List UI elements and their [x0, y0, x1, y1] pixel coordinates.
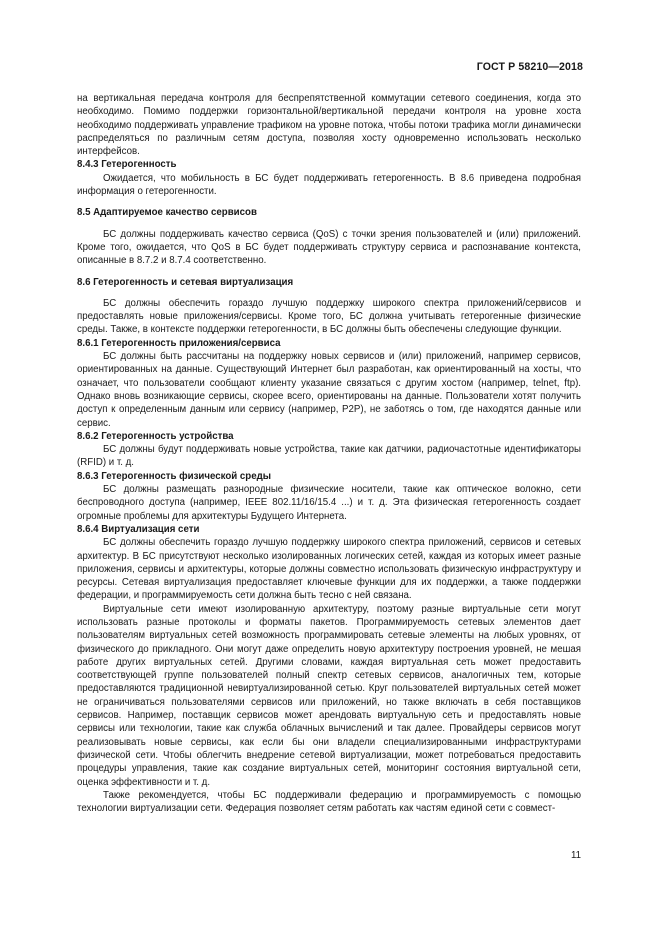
paragraph-8-5: БС должны поддерживать качество сервиса (QoS) с точки зрения пользователей и (или) приложений. Кроме того, ожидается, что QoS в БС будет поддерживать структуру сервиса и распознавание контекста, описанные в 8.7.2 и 8.7.4 соответственно.: [77, 228, 581, 267]
paragraph-8-6-4-b: Виртуальные сети имеют изолированную архитектуру, поэтому разные виртуальные сети могут использовать разные протоколы и форматы пакетов. Программируемость сетевых элементов дает пользователям виртуальных сетей возможность программировать сетевые элементы на любых уровнях, от физического до прикладного. Они могут даже определить новую архитектуру построения уровней, не мешая работе других виртуальных сетей. Другими словами, каждая виртуальная сеть может предоставить соответствующей группе пользователей полный спектр сетевых сервисов, аналогичных тем, которые предоставляются традиционной невиртуализированной сетью. Круг пользователей виртуальных сетей может не ограничиваться пользователями сервисов или приложений, но также включать в себя поставщиков сервисов. Например, поставщик сервисов может арендовать виртуальную сеть и предоставлять новые сервисы или технологии, такие как служба облачных вычислений и так далее. Провайдеры сервисов могут реализовывать новые сервисы, как если бы они владели специализированными инфраструктурами физической сети. Чтобы облегчить внедрение сетевой виртуализации, может потребоваться предоставить процедуры управления, такие как создание виртуальных сетей, мониторинг состояния виртуальной сети, оценка эффективности и т. д.: [77, 603, 581, 788]
spacer: [77, 220, 581, 228]
heading-8-4-3-text: 8.4.3 Гетерогенность: [77, 159, 177, 171]
spacer: [77, 198, 581, 206]
spacer: [77, 268, 581, 276]
paragraph-intro: на вертикальная передача контроля для беспрепятственной коммутации сетевого соединения, когда это необходимо. Помимо поддержки горизонтальной/вертикальной передачи контроля на уровне хоста необходимо поддерживать управление трафиком на уровне потока, чтобы потоки трафика могли динамически распределяться по различным сетям доступа, позволяя хосту одновременно использовать несколько интерфейсов.: [77, 93, 581, 158]
paragraph-8-6-2: БС должны будут поддерживать новые устройства, такие как датчики, радиочастотные идентификаторы (RFID) и т. д.: [77, 444, 581, 469]
heading-8-6-3: 8.6.3 Гетерогенность физической среды: [77, 470, 272, 482]
paragraph-8-6-4-c: Также рекомендуется, чтобы БС поддерживали федерацию и программируемость с помощью технологии виртуализации сети. Федерация позволяет сетям работать как частям единой сети с совмест-: [77, 789, 581, 815]
heading-8-4-3: [77, 158, 581, 171]
heading-8-6-4: 8.6.4 Виртуализация сети: [77, 523, 200, 535]
paragraph-8-4-3: Ожидается, что мобильность в БС будет поддерживать гетерогенность. В 8.6 приведена подробная информация о гетерогенности.: [77, 172, 581, 198]
spacer: [77, 289, 581, 297]
paragraph-8-6-3: БС должны размещать разнородные физические носители, такие как оптическое волокно, сети беспроводного доступа (например, IEEE 802.11/16/15.4 ...) и т. д. Эта физическая гетерогенность создает огромные проблемы для архитектуры Будущего Интернета.: [77, 484, 581, 522]
heading-8-6-2: 8.6.2 Гетерогенность устройства: [77, 430, 234, 442]
heading-8-6-1: 8.6.1 Гетерогенность приложения/сервиса: [77, 337, 281, 349]
page-number: 11: [570, 850, 581, 861]
heading-8-6: 8.6 Гетерогенность и сетевая виртуализация: [77, 276, 294, 288]
paragraph-8-6: БС должны обеспечить гораздо лучшую поддержку широкого спектра приложений/сервисов и предоставлять новые приложения/сервисы. Кроме того, БС должна учитывать гетерогенные физические среды. Также, в контексте поддержки гетерогенности, в БС должны быть обеспечены следующие функции.: [77, 297, 581, 336]
document-code: ГОСТ Р 58210—2018: [476, 61, 583, 73]
paragraph-8-6-4-a: БС должны обеспечить гораздо лучшую поддержку широкого спектра приложений, сервисов и сетевых архитектур. В БС присутствуют несколько изолированных логических сетей, каждая из которых имеет разные приложения, сервисы и архитектуры, которые должны совместно использовать физическую инфраструктуру и ресурсы. Сетевая виртуализация предоставляет ключевые функции для их поддержки, а также поддержки федерации, и программируемость сети должна быть тесно с ней связана.: [77, 537, 581, 602]
paragraph-8-6-1: БС должны быть рассчитаны на поддержку новых сервисов и (или) приложений, например сервисов, ориентированных на данные. Существующий Интернет был разработан, как ориентированный на хосты, что означает, что пользователи сообщают клиенту указание связаться с другим хостом (например, telnet, ftp). Однако вновь возникающие сервисы, скорее всего, ориентированы на данные. Пользователи хотят получить доступ к определенным данным или сервису (например, P2P), не заботясь о том, где находятся данные или сервис.: [77, 351, 581, 429]
page-content: [77, 92, 581, 815]
heading-8-5: 8.5 Адаптируемое качество сервисов: [77, 207, 257, 219]
